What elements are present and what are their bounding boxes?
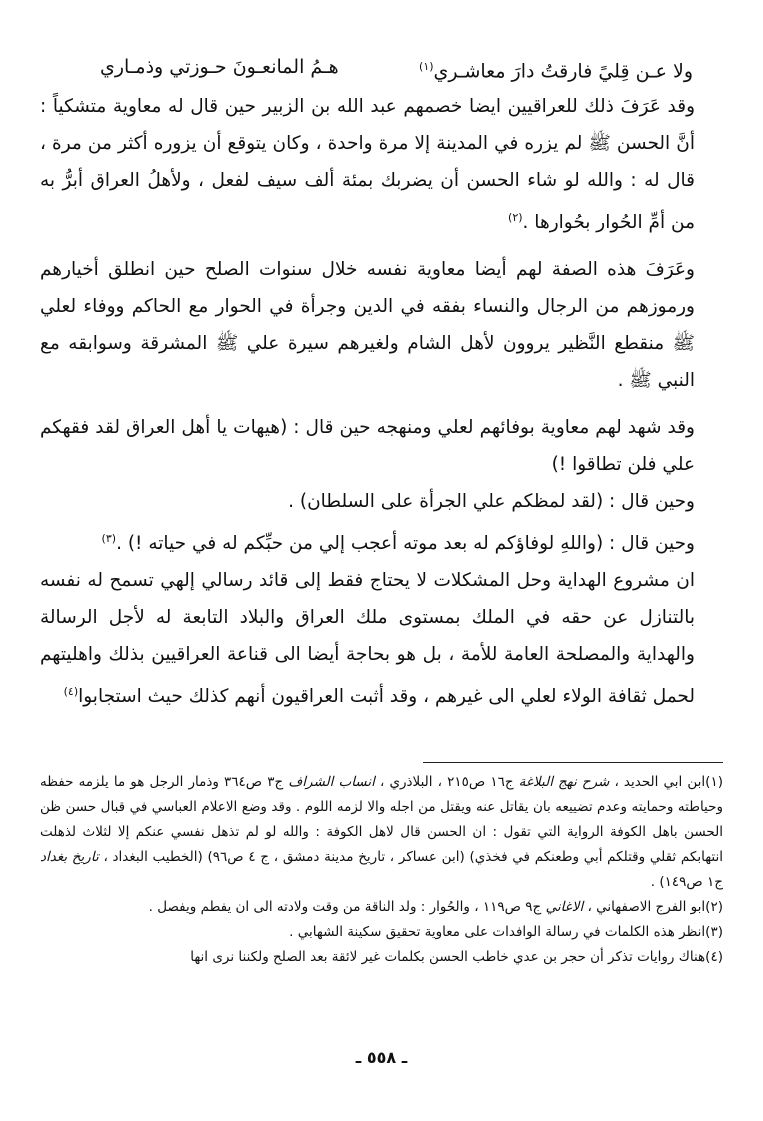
footnote-ref-1[interactable]: (١): [419, 60, 434, 73]
footnote-divider: [423, 762, 723, 763]
footnote-3: (٣)انظر هذه الكلمات في رسالة الوافدات على معاوية تحقيق سكينة الشهابي .: [289, 924, 723, 940]
footnote-1: (١)ابن ابي الحديد ، شرح نهج البلاغة ج١٦ ص٢١٥ ، البلاذري ، انساب الشراف ج٣ ص٣٦٤ وذمار الرجل هو ما يلزمه حفظه وحياطته وحمايته وعدم تضييعه بان يقاتل عنه ويقتل من اجله والا لزمه اللوم . وقد وضع الاعلام العباسي في قبال حسن ظن الحسن باهل الكوفة الرواية التي تقول : ان الحسن قال لاهل الكوفة : والله لو لم تذهل نفسي عنكم إلا لثلاث لذهلت انتهابكم ثقلي وقتلكم أبي وطعنكم في فخذي) (ابن عساكر ، تاريخ مدينة دمشق ، ج ٤ ص٩٦) (الخطيب البغداد ، تاريخ بغداد ج١ ص١٤٩) .: [40, 774, 724, 890]
poem-hemistich-right: ولا عـن قِليً فارقتُ دارَ معاشـري$^{(١)}$: [419, 60, 693, 83]
book-title: شرح نهج البلاغة: [518, 774, 610, 790]
footnote-4: (٤)هناك روايات تذكر أن حجر بن عدي خاطب الحسن بكلمات غير لائقة بعد الصلح ولكننا نرى انها: [190, 949, 723, 965]
poem-hemistich-left: هـمُ المانعـونَ حـوزتي وذمـاري: [100, 56, 339, 78]
paragraph: وقد عَرَفَ ذلك للعراقيين ايضا خصمهم عبد الله بن الزبير حين قال له معاوية متشكياً : أنَّ الحسن ﷺ لم يزره في المدينة إلا مرة واحدة ، وكان يتوقع أن يزوره أكثر من مرة ، قال له : والله لو شاء الحسن أن يضربك بمئة ألف سيف لفعل ، ولأهلُ العراق أبرُّ به من أمِّ الحُوار بحُوارها .$^{(٢)}$: [40, 96, 695, 234]
book-page: [40, 0, 723, 1121]
footnote-ref-2[interactable]: (٢): [508, 211, 523, 224]
paragraph: وعَرَفَ هذه الصفة لهم أيضا معاوية نفسه خلال سنوات الصلح حين انطلق أخيارهم ورموزهم من الرجال والنساء بفقه في الدين وجرأة في الحوار مع الحاكم ووفاء لعلي ﷺ منقطع النَّظير يروون لأهل الشام ولغيرهم سيرة علي ﷺ المشرقة وسوابقه مع النبي ﷺ .: [40, 259, 695, 392]
poem-verse: [100, 52, 693, 86]
page-number: ـ ٥٥٨ ـ: [355, 1048, 408, 1067]
footnote-ref-3[interactable]: (٣): [101, 532, 117, 546]
paragraph: ان مشروع الهداية وحل المشكلات لا يحتاج فقط إلى قائد رسالي إلهي تسمح له نفسه بالتنازل عن حقه في الملك بمستوى ملك العراق والبلاد التابعة له لأجل الرسالة والهداية والمصلحة العامة للأمة ، بل هو بحاجة أيضا الى قناعة العراقيين بذلك واهليتهم لحمل ثقافة الولاء لعلي الى غيرهم ، وقد أثبت العراقيون أنهم كذلك حيث استجابوا$^{(٤)}$: [40, 570, 695, 708]
book-title: الاغاني: [545, 899, 584, 915]
book-title: انساب الشراف: [288, 774, 375, 790]
footnote-ref-4[interactable]: (٤): [63, 685, 79, 699]
paragraph: وقد شهد لهم معاوية بوفائهم لعلي ومنهجه حين قال : (هيهات يا أهل العراق لقد فقهكم علي فلن تطاقوا !): [40, 417, 695, 476]
paragraph: وحين قال : (لقد لمظكم علي الجرأة على السلطان) .: [288, 491, 695, 513]
book-title: تاريخ بغداد: [40, 849, 99, 865]
main-text: [40, 88, 723, 715]
footnotes: [40, 770, 723, 970]
paragraph: وحين قال : (واللهِ لوفاؤكم له بعد موته أعجب إلي من حبِّكم له في حياته !) .$^{(٣)}$: [101, 532, 695, 555]
footnote-2: (٢)ابو الفرج الاصفهاني ، الاغاني ج٩ ص١١٩ ، والحُوار : ولد الناقة من وقت ولادته الى ان يفطم ويفصل .: [148, 899, 723, 915]
